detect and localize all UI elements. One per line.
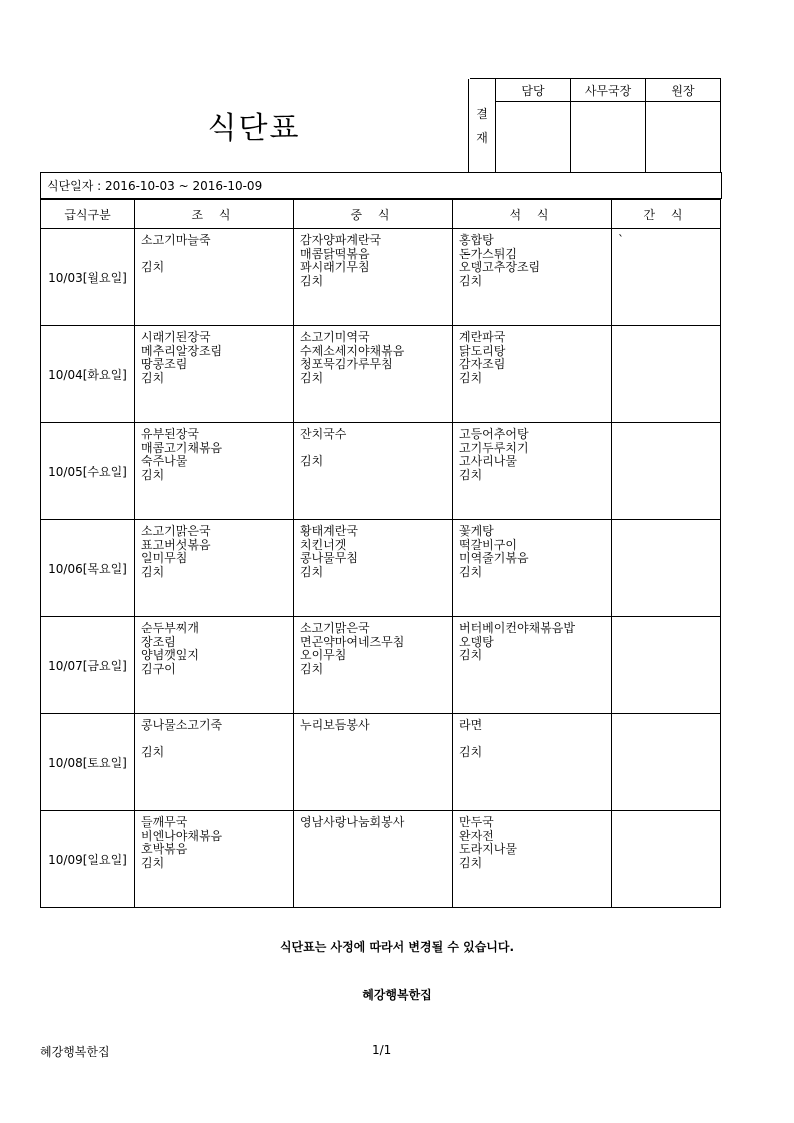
header-category: 급식구분 <box>41 200 135 229</box>
approval-box <box>468 78 721 173</box>
lunch-cell: 영남사랑나눔회봉사 <box>300 815 405 829</box>
organization-name: 혜강행복한집 <box>362 988 432 1002</box>
breakfast-cell: 순두부찌개 장조림 양념깻잎지 김구이 <box>141 621 199 676</box>
dinner-cell: 계란파국 닭도리탕 감자조림 김치 <box>459 330 506 385</box>
day-label: 10/04[화요일] <box>41 326 135 423</box>
lunch-cell: 잔치국수 김치 <box>300 427 347 468</box>
snack-cell <box>612 520 720 525</box>
snack-cell: ` <box>618 233 624 247</box>
approval-header-staff: 담당 <box>496 79 571 102</box>
dinner-cell: 홍합탕 돈가스튀김 오뎅고추장조림 김치 <box>459 233 541 288</box>
lunch-cell: 누리보듬봉사 <box>300 718 370 732</box>
day-label: 10/05[수요일] <box>41 423 135 520</box>
breakfast-cell: 시래기된장국 메추리알장조림 땅콩조림 김치 <box>141 330 223 385</box>
breakfast-cell: 소고기맑은국 표고버섯볶음 일미무침 김치 <box>141 524 211 579</box>
approval-sign-staff <box>496 102 571 173</box>
page-number: 1/1 <box>372 1043 392 1057</box>
dinner-cell: 만두국 완자전 도라지나물 김치 <box>459 815 517 870</box>
header-lunch: 중 식 <box>294 200 453 229</box>
dinner-cell: 라면 김치 <box>459 718 483 759</box>
snack-cell <box>612 811 720 816</box>
table-row <box>41 326 721 423</box>
table-row <box>41 617 721 714</box>
header-snack: 간 식 <box>612 200 721 229</box>
breakfast-cell: 유부된장국 매콤고기채볶음 숙주나물 김치 <box>141 427 223 482</box>
day-label: 10/07[금요일] <box>41 617 135 714</box>
header-dinner: 석 식 <box>453 200 612 229</box>
approval-sign-director <box>646 102 721 173</box>
header-breakfast: 조 식 <box>135 200 294 229</box>
approval-sign-secretary <box>571 102 646 173</box>
day-label: 10/03[월요일] <box>41 229 135 326</box>
approval-label: 결 재 <box>469 79 496 173</box>
table-header-row <box>41 200 721 229</box>
lunch-cell: 소고기맑은국 면곤약마여네즈무침 오이무침 김치 <box>300 621 405 676</box>
table-row <box>41 811 721 908</box>
table-row <box>41 520 721 617</box>
table-row <box>41 229 721 326</box>
title-area <box>40 78 470 174</box>
snack-cell <box>612 617 720 622</box>
approval-header-director: 원장 <box>646 79 721 102</box>
breakfast-cell: 콩나물소고기죽 김치 <box>141 718 223 759</box>
breakfast-cell: 들깨무국 비엔나야채볶음 호박볶음 김치 <box>141 815 223 870</box>
dinner-cell: 버터베이컨야채볶음밥 오뎅탕 김치 <box>459 621 575 662</box>
change-notice: 식단표는 사정에 따라서 변경될 수 있습니다. <box>279 940 515 954</box>
table-row <box>41 423 721 520</box>
table-row <box>41 714 721 811</box>
footer-organization: 혜강행복한집 <box>40 1045 110 1059</box>
lunch-cell: 소고기미역국 수제소세지야채볶음 청포묵김가루무침 김치 <box>300 330 405 385</box>
lunch-cell: 황태계란국 치킨너겟 콩나물무침 김치 <box>300 524 358 579</box>
lunch-cell: 감자양파계란국 매콤닭떡볶음 꽈시래기무침 김치 <box>300 233 382 288</box>
day-label: 10/08[토요일] <box>41 714 135 811</box>
dinner-cell: 고등어추어탕 고기두루치기 고사리나물 김치 <box>459 427 529 482</box>
day-label: 10/06[목요일] <box>41 520 135 617</box>
snack-cell <box>612 714 720 719</box>
dinner-cell: 꽃게탕 떡갈비구이 미역줄기볶음 김치 <box>459 524 529 579</box>
day-label: 10/09[일요일] <box>41 811 135 908</box>
menu-table <box>40 199 721 908</box>
breakfast-cell: 소고기마늘죽 김치 <box>141 233 211 274</box>
approval-header-secretary: 사무국장 <box>571 79 646 102</box>
snack-cell <box>612 326 720 331</box>
page-title: 식단표 <box>207 111 301 146</box>
snack-cell <box>612 423 720 428</box>
date-range: 식단일자 : 2016-10-03 ~ 2016-10-09 <box>40 172 722 199</box>
